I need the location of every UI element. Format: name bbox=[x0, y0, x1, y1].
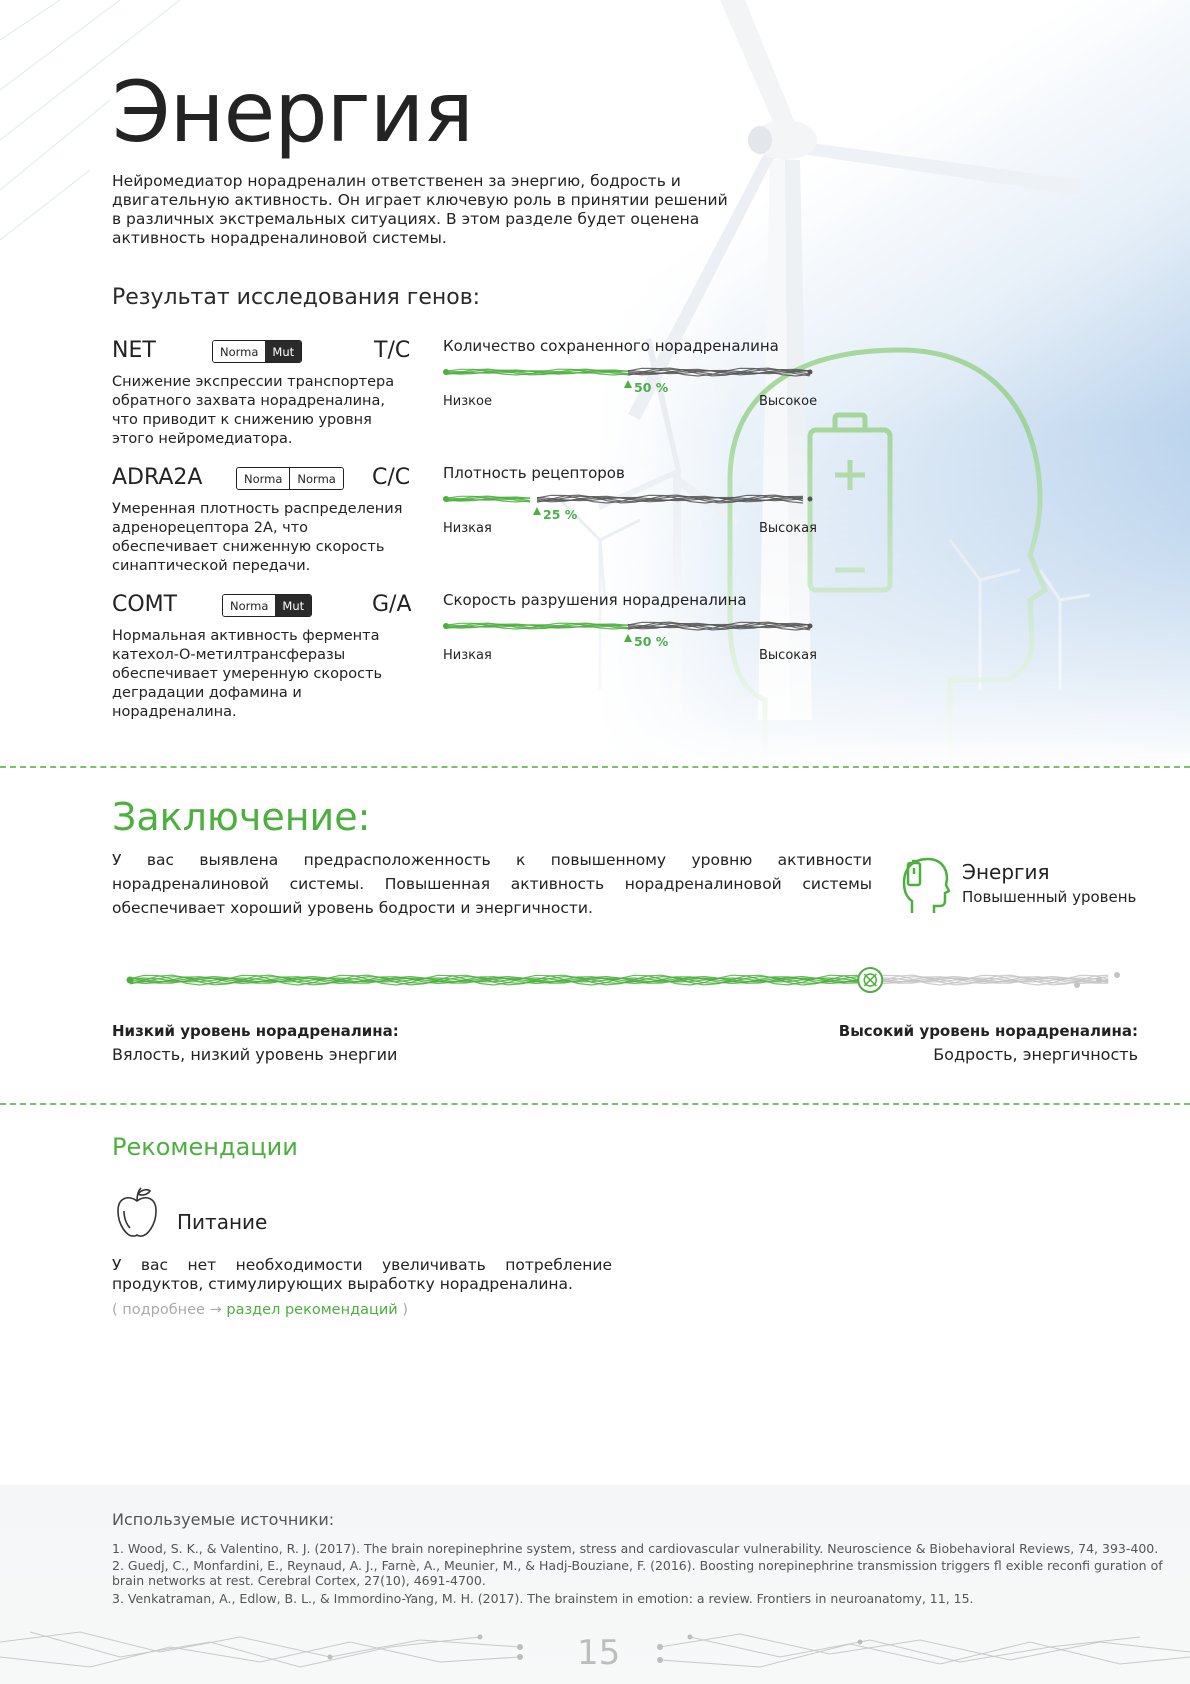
gene-name: COMT bbox=[112, 592, 178, 617]
genotype: C/C bbox=[372, 465, 411, 490]
allele-toggle bbox=[222, 594, 312, 617]
meter-label: Скорость разрушения норадреналина bbox=[443, 591, 747, 609]
meter-end-node bbox=[808, 497, 813, 502]
allele-1: Norma bbox=[223, 595, 275, 616]
scale-low-part bbox=[130, 975, 858, 985]
meter-low-label: Низкое bbox=[443, 394, 492, 409]
badge-level: Повышенный уровень bbox=[962, 888, 1137, 906]
meter-fill bbox=[446, 623, 628, 629]
section-divider bbox=[0, 1103, 1190, 1105]
allele-1: Norma bbox=[213, 341, 265, 362]
badge-title: Энергия bbox=[962, 860, 1050, 884]
source-item: 2. Guedj, C., Monfardini, E., Reynaud, A. J., Farnè, A., Meunier, M., & Hadj-Bouziane, F. (2016). Boosting norepinephrine transmission triggers fl exible reconfi guration of brain networks at rest. Cerebral Cortex, 27(10), 4691-4700. bbox=[112, 1558, 1163, 1588]
meter-remaining bbox=[628, 622, 810, 630]
noradrenaline-scale bbox=[112, 960, 1132, 1000]
more-info bbox=[112, 1302, 408, 1318]
gene-description: Нормальная активность фермента катехол-О-метилтрансферазы обеспечивает умеренную скорость деградации дофамина и норадреналина. bbox=[112, 628, 383, 720]
meter-label: Плотность рецепторов bbox=[443, 464, 625, 482]
meter-low-label: Низкая bbox=[443, 648, 492, 663]
conclusion-title: Заключение: bbox=[112, 795, 371, 839]
low-level-heading: Низкий уровень норадреналина: bbox=[112, 1022, 399, 1040]
level-meter bbox=[440, 362, 820, 392]
allele-toggle bbox=[236, 467, 344, 490]
scale-end-node bbox=[1074, 982, 1080, 988]
gene-name: NET bbox=[112, 338, 156, 363]
low-level-text: Вялость, низкий уровень энергии bbox=[112, 1045, 398, 1064]
sources-title: Используемые источники: bbox=[112, 1510, 335, 1529]
nutrition-text: У вас нет необходимости увеличивать потребление продуктов, стимулирующих выработку норадреналина. bbox=[112, 1256, 612, 1293]
gene-description: Умеренная плотность распределения адренорецептора 2А, что обеспечивает сниженную скорость синаптической передачи. bbox=[112, 501, 403, 574]
meter-marker-arrow bbox=[624, 634, 632, 642]
scale-end-node bbox=[1114, 972, 1120, 978]
gene-description: Снижение экспрессии транспортера обратного захвата норадреналина, что приводит к снижению уровня этого нейромедиатора. bbox=[112, 374, 395, 447]
high-level-heading: Высокий уровень норадреналина: bbox=[838, 1022, 1138, 1040]
meter-high-label: Высокая bbox=[759, 521, 817, 536]
allele-2: Norma bbox=[289, 468, 342, 489]
genes-heading: Результат исследования генов: bbox=[112, 285, 481, 310]
scale-end-node bbox=[1096, 977, 1102, 983]
source-item: 3. Venkatraman, A., Edlow, B. L., & Immordino-Yang, M. H. (2017). The brainstem in emotion: a review. Frontiers in neuroanatomy, 11, 15. bbox=[112, 1591, 974, 1606]
nutrition-title: Питание bbox=[177, 1210, 268, 1234]
meter-remaining bbox=[537, 495, 803, 503]
scale-marker bbox=[858, 968, 882, 992]
meter-high-label: Высокая bbox=[759, 648, 817, 663]
more-suffix: ) bbox=[402, 1302, 408, 1318]
allele-2: Mut bbox=[265, 341, 301, 362]
meter-end-node bbox=[808, 624, 813, 629]
energy-head-icon bbox=[900, 855, 950, 915]
genotype: G/A bbox=[372, 592, 412, 617]
meter-label: Количество сохраненного норадреналина bbox=[443, 337, 779, 355]
section-divider bbox=[0, 766, 1190, 768]
more-prefix: ( подробнее → bbox=[112, 1302, 222, 1318]
scale-high-part bbox=[870, 975, 1108, 985]
conclusion-text: У вас выявлена предрасположенность к повышенному уровню активности норадреналиновой системы. Повышенная активность норадреналиновой системы обеспечивает хороший уровень бодрости и энергичности. bbox=[112, 851, 872, 917]
meter-percent: 50 % bbox=[634, 380, 669, 395]
meter-high-label: Высокое bbox=[759, 394, 818, 409]
page-number: 15 bbox=[577, 1633, 621, 1673]
meter-marker-arrow bbox=[624, 380, 632, 388]
high-level-text: Бодрость, энергичность bbox=[933, 1045, 1138, 1064]
meter-end-node bbox=[808, 370, 813, 375]
source-item: 1. Wood, S. K., & Valentino, R. J. (2017). The brain norepinephrine system, stress and cardiovascular vulnerability. Neuroscience & Biobehavioral Reviews, 74, 393-400. bbox=[112, 1541, 1159, 1556]
allele-toggle bbox=[212, 340, 302, 363]
meter-start-node bbox=[443, 496, 449, 502]
page-title: Энергия bbox=[112, 63, 473, 161]
meter-start-node bbox=[443, 623, 449, 629]
intro-text: Нейромедиатор норадреналин ответственен за энергию, бодрость и двигательную активность. Он играет ключевую роль в принятии решений в различных экстремальных ситуациях. В этом разделе будет оценена активность норадреналиновой системы. bbox=[112, 172, 728, 247]
allele-2: Mut bbox=[275, 595, 311, 616]
meter-marker-arrow bbox=[533, 507, 541, 515]
gene-name: ADRA2A bbox=[112, 465, 203, 490]
meter-remaining bbox=[628, 368, 810, 376]
genotype: T/C bbox=[374, 338, 411, 363]
level-meter bbox=[440, 489, 820, 519]
meter-percent: 50 % bbox=[634, 634, 669, 649]
meter-start-node bbox=[443, 369, 449, 375]
meter-percent: 25 % bbox=[543, 507, 578, 522]
level-meter bbox=[440, 616, 820, 646]
meter-fill bbox=[446, 496, 530, 502]
apple-icon bbox=[114, 1185, 160, 1239]
recommendations-section-link[interactable]: раздел рекомендаций bbox=[226, 1302, 398, 1318]
scale-start-node bbox=[127, 977, 134, 984]
allele-1: Norma bbox=[237, 468, 289, 489]
meter-low-label: Низкая bbox=[443, 521, 492, 536]
recommendations-title: Рекомендации bbox=[112, 1133, 298, 1161]
meter-fill bbox=[446, 369, 628, 375]
